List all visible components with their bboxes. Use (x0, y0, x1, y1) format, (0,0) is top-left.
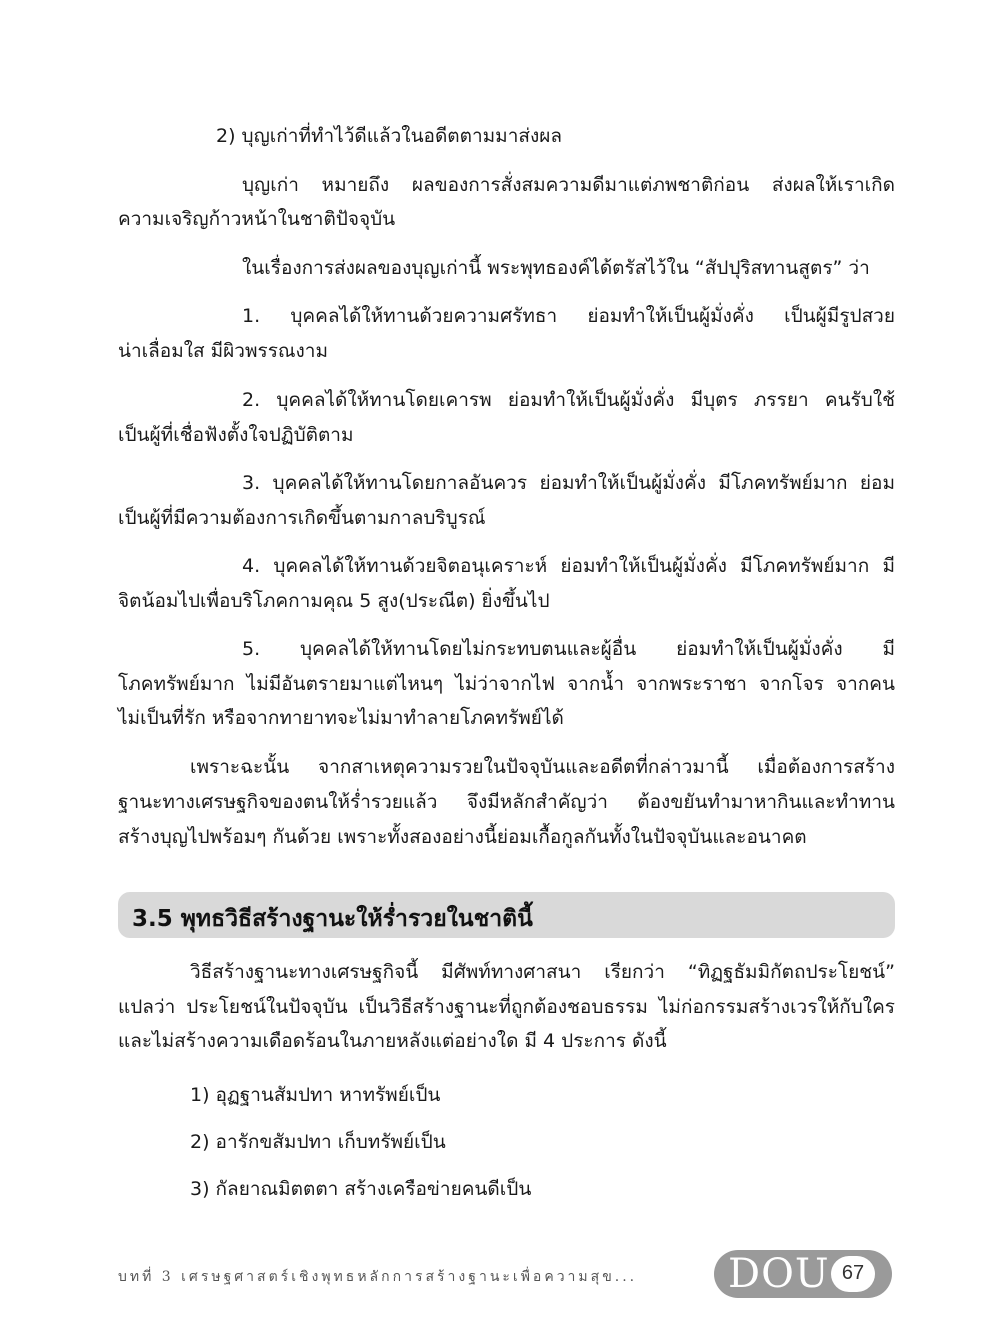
paragraph-line: และไม่สร้างความเดือดร้อนในภายหลังแต่อย่างใด มี 4 ประการ ดังนี้ (118, 1030, 667, 1052)
paragraph-line: ฐานะทางเศรษฐกิจของตนให้ร่ำรวยแล้ว จึงมีหลักสำคัญว่า ต้องขยันทำมาหากินและทำทาน (118, 791, 895, 813)
dou-logo: DOU (728, 1251, 830, 1297)
list-item: 2) อารักขสัมปทา เก็บทรัพย์เป็น (190, 1131, 446, 1153)
list-item-line: เป็นผู้ที่เชื่อฟังตั้งใจปฏิบัติตาม (118, 424, 354, 446)
paragraph-line: เพราะฉะนั้น จากสาเหตุความรวยในปัจจุบันและอดีตที่กล่าวมานี้ เมื่อต้องการสร้าง (190, 756, 895, 778)
subheading-previous-merit: 2) บุญเก่าที่ทำไว้ดีแล้วในอดีตตามมาส่งผล (216, 125, 563, 147)
list-item-line: จิตน้อมไปเพื่อบริโภคกามคุณ 5 สูง(ประณีต) ยิ่งขึ้นไป (118, 590, 550, 612)
section-title: 3.5 พุทธวิธีสร้างฐานะให้ร่ำรวยในชาตินี้ (132, 906, 533, 932)
list-item-line: 5. บุคคลได้ให้ทานโดยไม่กระทบตนและผู้อื่น ย่อมทำให้เป็นผู้มั่งคั่ง มี (242, 638, 895, 660)
paragraph-line: ความเจริญก้าวหน้าในชาติปัจจุบัน (118, 208, 396, 230)
list-item-line: เป็นผู้ที่มีความต้องการเกิดขึ้นตามกาลบริบูรณ์ (118, 507, 486, 529)
paragraph-line: แปลว่า ประโยชน์ในปัจจุบัน เป็นวิธีสร้างฐานะที่ถูกต้องชอบธรรม ไม่ก่อกรรมสร้างเวรให้กับใคร (118, 996, 895, 1018)
list-item-line: 2. บุคคลได้ให้ทานโดยเคารพ ย่อมทำให้เป็นผู้มั่งคั่ง มีบุตร ภรรยา คนรับใช้ (242, 389, 895, 411)
list-item-line: โภคทรัพย์มาก ไม่มีอันตรายมาแต่ไหนๆ ไม่ว่าจากไฟ จากน้ำ จากพระราชา จากโจร จากคน (118, 673, 895, 695)
page-number: 67 (841, 1262, 865, 1284)
list-item-line: ไม่เป็นที่รัก หรือจากทายาทจะไม่มาทำลายโภคทรัพย์ได้ (118, 707, 564, 729)
paragraph-line: สร้างบุญไปพร้อมๆ กันด้วย เพราะทั้งสองอย่างนี้ย่อมเกื้อกูลกันทั้งในปัจจุบันและอนาคต (118, 826, 807, 848)
list-item-line: 1. บุคคลได้ให้ทานด้วยความศรัทธา ย่อมทำให้เป็นผู้มั่งคั่ง เป็นผู้มีรูปสวย (242, 305, 895, 327)
paragraph-line: ในเรื่องการส่งผลของบุญเก่านี้ พระพุทธองค์ได้ตรัสไว้ใน “สัปปุริสทานสูตร” ว่า (242, 257, 870, 279)
footer-chapter-title: บทที่ 3 เศรษฐศาสตร์เชิงพุทธหลักการสร้างฐานะเพื่อความสุข... (118, 1269, 638, 1285)
list-item: 1) อุฏฐานสัมปทา หาทรัพย์เป็น (190, 1084, 441, 1106)
list-item-line: 3. บุคคลได้ให้ทานโดยกาลอันควร ย่อมทำให้เป็นผู้มั่งคั่ง มีโภคทรัพย์มาก ย่อม (242, 472, 895, 494)
list-item-line: น่าเลื่อมใส มีผิวพรรณงาม (118, 340, 329, 362)
list-item-line: 4. บุคคลได้ให้ทานด้วยจิตอนุเคราะห์ ย่อมทำให้เป็นผู้มั่งคั่ง มีโภคทรัพย์มาก มี (242, 555, 895, 577)
paragraph-line: วิธีสร้างฐานะทางเศรษฐกิจนี้ มีศัพท์ทางศาสนา เรียกว่า “ทิฏฐธัมมิกัตถประโยชน์” (190, 961, 895, 983)
list-item: 3) กัลยาณมิตตตา สร้างเครือข่ายคนดีเป็น (190, 1178, 532, 1200)
paragraph-line: บุญเก่า หมายถึง ผลของการสั่งสมความดีมาแต่ภพชาติก่อน ส่งผลให้เราเกิด (242, 174, 895, 196)
